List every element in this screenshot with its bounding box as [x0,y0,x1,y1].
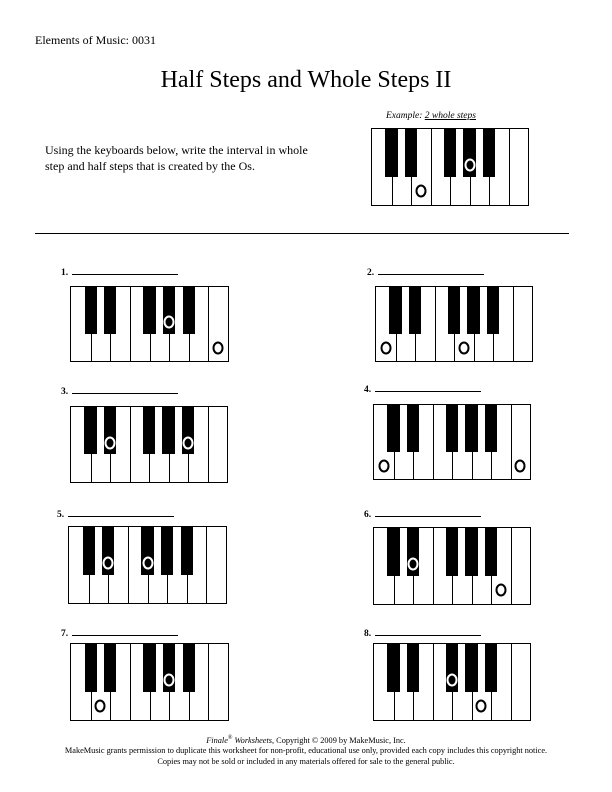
question-number: 4. [364,385,372,395]
o-note-marker [495,584,506,597]
white-key-divider [435,287,436,361]
example-keyboard [371,128,529,206]
question-8-keyboard [373,643,531,721]
black-key [444,129,456,177]
o-note-marker [458,341,469,354]
example-caption [386,111,476,121]
black-key [465,405,477,452]
black-key [161,527,173,575]
black-key [485,405,497,452]
question-2-label [367,265,484,278]
black-key [85,644,97,692]
answer-line[interactable] [72,384,178,394]
o-note-marker [515,459,526,472]
white-key-divider [431,129,432,205]
o-note-marker [380,341,391,354]
question-1-keyboard [70,286,229,362]
black-key [85,287,97,334]
question-5-keyboard [68,526,227,604]
question-4-keyboard [373,404,531,480]
footer-reg: ® [227,735,233,741]
question-1-label [61,265,178,278]
black-key [485,644,497,692]
question-3-label [61,384,178,397]
black-key [483,129,495,177]
black-key [387,528,399,576]
page-title: Half Steps and Whole Steps II [160,67,452,93]
black-key [389,287,401,334]
white-key-divider [511,405,512,479]
black-key [143,287,155,334]
o-note-marker [476,700,487,713]
black-key [104,644,116,692]
footer-line-2: MakeMusic grants permission to duplicate this worksheet for non-profit, educational use only, provided each copy includes this copyright notice. [64,746,548,756]
white-key-divider [511,644,512,720]
question-number: 8. [364,629,372,639]
white-key-divider [130,644,131,720]
black-key [485,528,497,576]
o-note-marker [95,700,106,713]
answer-line[interactable] [375,626,481,636]
black-key [387,405,399,452]
o-note-marker [164,316,175,329]
o-note-marker [164,674,175,687]
black-key [162,407,174,454]
black-key [407,405,419,452]
footer-brand-2: Worksheets [232,735,273,745]
black-key [143,644,155,692]
worksheet-code: Elements of Music: 0031 [35,33,156,47]
white-key-divider [509,129,510,205]
o-note-marker [408,558,419,571]
divider [35,233,569,234]
black-key [405,129,417,177]
question-number: 2. [367,268,375,278]
example-answer: 2 whole steps [424,111,476,121]
black-key [181,527,193,575]
white-key-divider [208,407,209,482]
o-note-marker [378,459,389,472]
footer-line-1 [0,733,612,746]
white-key-divider [130,287,131,361]
instructions: Using the keyboards below, write the interval in whole step and half steps that is created by the Os. [45,143,308,173]
o-note-marker [213,341,224,354]
black-key [104,287,116,334]
o-note-marker [142,557,153,570]
question-number: 7. [61,629,69,639]
white-key-divider [511,528,512,604]
black-key [385,129,397,177]
black-key [84,407,96,454]
black-key [183,287,195,334]
footer-brand: Finale [206,735,228,745]
white-key-divider [433,644,434,720]
black-key [446,405,458,452]
question-7-label [61,626,178,639]
black-key [409,287,421,334]
white-key-divider [130,407,131,482]
o-note-marker [105,436,116,449]
question-2-keyboard [375,286,533,362]
answer-line[interactable] [375,507,481,517]
example-label: Example: [386,111,423,121]
black-key [487,287,499,334]
answer-line[interactable] [72,626,178,636]
white-key-divider [433,405,434,479]
answer-line[interactable] [378,265,484,275]
white-key-divider [206,527,207,603]
footer-copyright: , Copyright © 2009 by MakeMusic, Inc. [272,735,406,745]
white-key-divider [513,287,514,361]
question-6-keyboard [373,527,531,605]
black-key [407,644,419,692]
black-key [467,287,479,334]
black-key [465,644,477,692]
answer-line[interactable] [72,265,178,275]
black-key [83,527,95,575]
question-8-label [364,626,481,639]
o-note-marker [447,674,458,687]
question-6-label [364,507,481,520]
black-key [183,644,195,692]
o-note-marker [464,159,475,172]
question-7-keyboard [70,643,229,721]
question-3-keyboard [70,406,228,483]
answer-line[interactable] [375,382,481,392]
question-5-label [57,507,174,520]
o-note-marker [183,436,194,449]
question-number: 5. [57,510,65,520]
black-key [465,528,477,576]
black-key [446,528,458,576]
answer-line[interactable] [68,507,174,517]
white-key-divider [128,527,129,603]
question-4-label [364,382,481,395]
black-key [387,644,399,692]
o-note-marker [415,185,426,198]
question-number: 1. [61,268,69,278]
o-note-marker [103,557,114,570]
copyright-footer [0,733,612,767]
black-key [448,287,460,334]
black-key [143,407,155,454]
question-number: 6. [364,510,372,520]
white-key-divider [208,644,209,720]
white-key-divider [208,287,209,361]
footer-line-3: Copies may not be sold or included in any materials offered for sale to the general public. [157,756,455,766]
white-key-divider [433,528,434,604]
question-number: 3. [61,387,69,397]
